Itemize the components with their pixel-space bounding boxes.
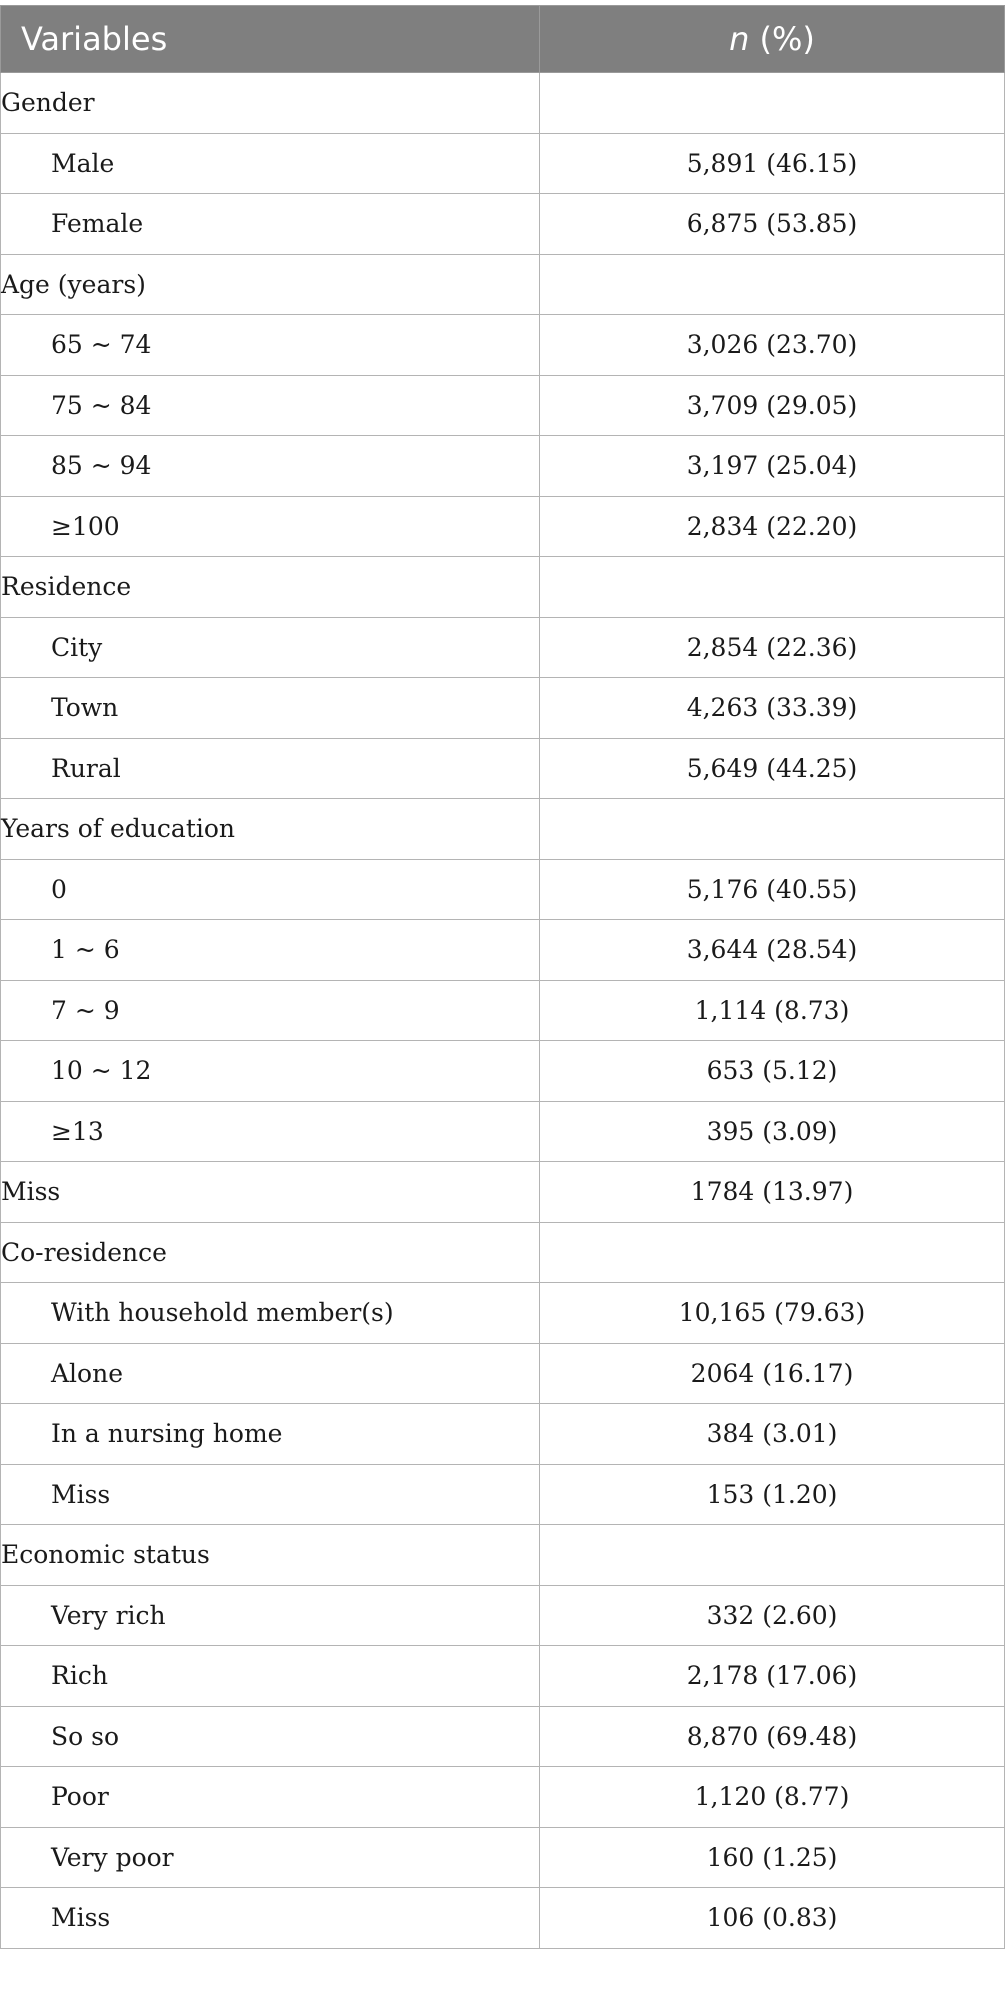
row-label: City	[1, 617, 540, 678]
row-label: 0	[1, 859, 540, 920]
row-value	[540, 557, 1005, 618]
row-value: 3,026 (23.70)	[540, 315, 1005, 376]
row-label: Gender	[1, 73, 540, 134]
table-row	[1, 315, 1005, 376]
row-value: 1784 (13.97)	[540, 1162, 1005, 1223]
table-row	[1, 1827, 1005, 1888]
row-label: Miss	[1, 1888, 540, 1949]
row-value: 5,176 (40.55)	[540, 859, 1005, 920]
row-label: In a nursing home	[1, 1404, 540, 1465]
row-value	[540, 73, 1005, 134]
row-value: 153 (1.20)	[540, 1464, 1005, 1525]
row-value: 4,263 (33.39)	[540, 678, 1005, 739]
table-row	[1, 1767, 1005, 1828]
demographics-table	[0, 5, 1005, 1949]
row-label: 65 ~ 74	[1, 315, 540, 376]
row-value: 2,834 (22.20)	[540, 496, 1005, 557]
table-row	[1, 920, 1005, 981]
row-value: 2064 (16.17)	[540, 1343, 1005, 1404]
row-value: 3,644 (28.54)	[540, 920, 1005, 981]
table-row	[1, 73, 1005, 134]
row-label: Rich	[1, 1646, 540, 1707]
row-value: 10,165 (79.63)	[540, 1283, 1005, 1344]
table-row	[1, 1101, 1005, 1162]
table-row	[1, 678, 1005, 739]
row-label: Economic status	[1, 1525, 540, 1586]
row-value	[540, 254, 1005, 315]
table-row	[1, 194, 1005, 255]
row-value: 106 (0.83)	[540, 1888, 1005, 1949]
row-value: 3,709 (29.05)	[540, 375, 1005, 436]
table-row	[1, 436, 1005, 497]
table-row	[1, 1222, 1005, 1283]
row-value: 8,870 (69.48)	[540, 1706, 1005, 1767]
row-value	[540, 1222, 1005, 1283]
row-value: 2,854 (22.36)	[540, 617, 1005, 678]
table-row	[1, 1888, 1005, 1949]
row-value: 3,197 (25.04)	[540, 436, 1005, 497]
row-label: Rural	[1, 738, 540, 799]
row-label: Miss	[1, 1162, 540, 1223]
row-label: Years of education	[1, 799, 540, 860]
table-row	[1, 1404, 1005, 1465]
row-label: 85 ~ 94	[1, 436, 540, 497]
row-label: 7 ~ 9	[1, 980, 540, 1041]
row-value: 653 (5.12)	[540, 1041, 1005, 1102]
table-row	[1, 1041, 1005, 1102]
table-row	[1, 1706, 1005, 1767]
row-value: 332 (2.60)	[540, 1585, 1005, 1646]
row-label: Female	[1, 194, 540, 255]
table-header-row	[1, 6, 1005, 73]
row-label: With household member(s)	[1, 1283, 540, 1344]
row-label: Residence	[1, 557, 540, 618]
row-value: 395 (3.09)	[540, 1101, 1005, 1162]
table-row	[1, 738, 1005, 799]
row-label: ≥13	[1, 1101, 540, 1162]
row-value: 6,875 (53.85)	[540, 194, 1005, 255]
table-row	[1, 496, 1005, 557]
table-body	[1, 73, 1005, 1949]
row-label: Alone	[1, 1343, 540, 1404]
row-label: 10 ~ 12	[1, 1041, 540, 1102]
table-row	[1, 1464, 1005, 1525]
row-label: Miss	[1, 1464, 540, 1525]
row-value: 160 (1.25)	[540, 1827, 1005, 1888]
header-n-symbol: n	[729, 20, 750, 58]
row-label: Town	[1, 678, 540, 739]
row-label: Poor	[1, 1767, 540, 1828]
table-row	[1, 1646, 1005, 1707]
table-row	[1, 557, 1005, 618]
row-value: 384 (3.01)	[540, 1404, 1005, 1465]
row-value: 1,114 (8.73)	[540, 980, 1005, 1041]
header-n-percent	[540, 6, 1005, 73]
row-label: Co-residence	[1, 1222, 540, 1283]
row-label: Male	[1, 133, 540, 194]
row-value: 2,178 (17.06)	[540, 1646, 1005, 1707]
table-row	[1, 1162, 1005, 1223]
row-label: So so	[1, 1706, 540, 1767]
table-row	[1, 1283, 1005, 1344]
table-row	[1, 1343, 1005, 1404]
table-row	[1, 799, 1005, 860]
row-value: 5,891 (46.15)	[540, 133, 1005, 194]
header-variables: Variables	[1, 6, 540, 73]
row-label: 1 ~ 6	[1, 920, 540, 981]
table-row	[1, 133, 1005, 194]
table-row	[1, 617, 1005, 678]
row-label: 75 ~ 84	[1, 375, 540, 436]
row-value	[540, 799, 1005, 860]
row-label: Age (years)	[1, 254, 540, 315]
row-label: ≥100	[1, 496, 540, 557]
table-row	[1, 375, 1005, 436]
table-row	[1, 254, 1005, 315]
table-row	[1, 980, 1005, 1041]
table-row	[1, 1525, 1005, 1586]
row-value	[540, 1525, 1005, 1586]
header-percent: (%)	[749, 20, 815, 58]
row-value: 1,120 (8.77)	[540, 1767, 1005, 1828]
table-row	[1, 1585, 1005, 1646]
row-label: Very rich	[1, 1585, 540, 1646]
row-value: 5,649 (44.25)	[540, 738, 1005, 799]
table-row	[1, 859, 1005, 920]
row-label: Very poor	[1, 1827, 540, 1888]
